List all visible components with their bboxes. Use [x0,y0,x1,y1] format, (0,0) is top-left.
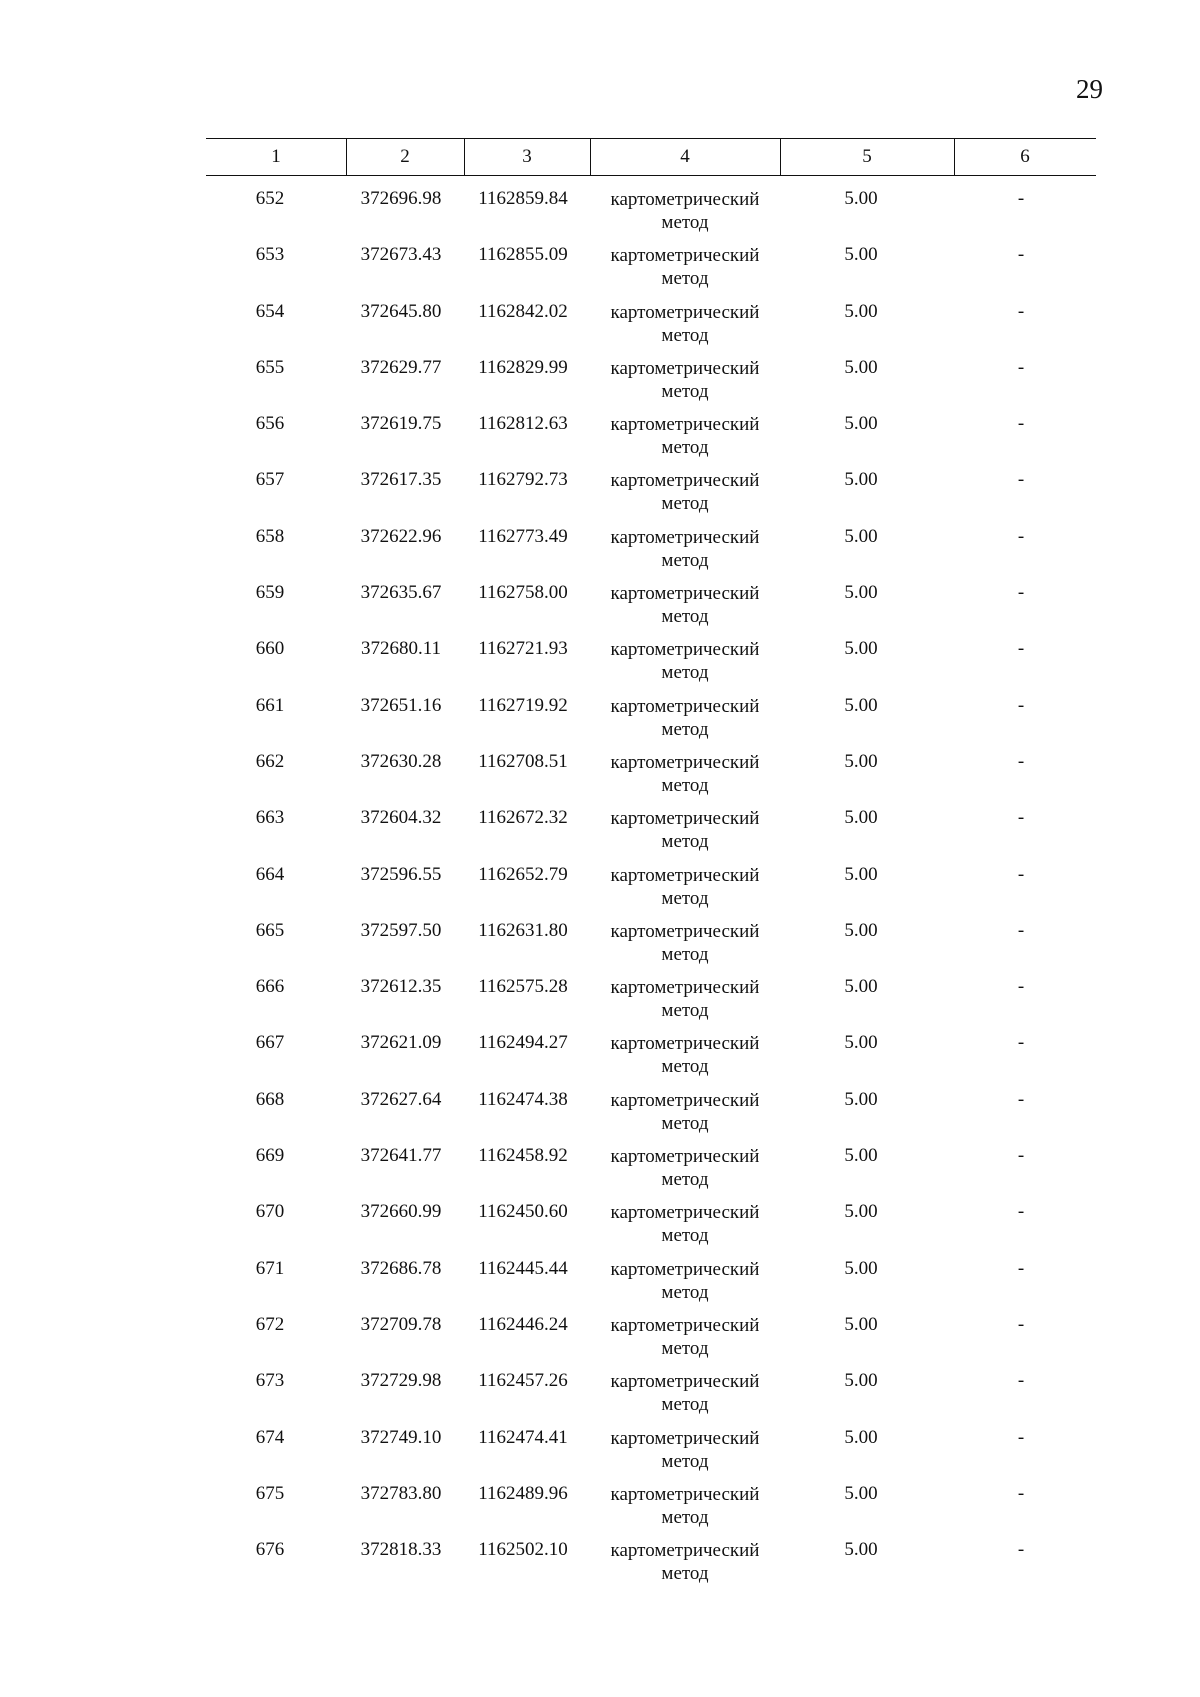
description-value: - [1017,1482,1025,1504]
method-cell [590,1483,780,1529]
header-col-4: 4 [680,146,690,167]
coordinate-x: 372617.35 [360,469,442,491]
method-cell [590,244,780,290]
coordinate-y: 1162773.49 [478,525,568,547]
coordinate-x: 372645.80 [360,300,442,322]
coordinate-y: 1162792.73 [478,469,568,491]
accuracy-value: 5.00 [844,1539,878,1561]
method-line-1: картометрический [610,695,760,717]
method-line-1: картометрический [610,1202,760,1224]
method-line-2: метод [661,1000,709,1022]
coordinate-x: 372612.35 [360,976,442,998]
method-line-2: метод [661,1394,709,1416]
point-number: 654 [255,300,285,322]
coordinate-y: 1162457.26 [478,1370,568,1392]
accuracy-value: 5.00 [844,582,878,604]
coordinate-x: 372619.75 [360,413,442,435]
description-value: - [1017,1032,1025,1054]
coordinate-x: 372635.67 [360,582,442,604]
point-number: 658 [255,525,285,547]
method-line-2: метод [661,831,709,853]
method-line-2: метод [661,212,709,233]
table-row [206,1370,1096,1426]
table-row [206,1201,1096,1257]
method-line-1: картометрический [610,189,760,210]
method-cell [590,751,780,797]
point-number: 661 [255,694,285,716]
accuracy-value: 5.00 [844,807,878,829]
point-number: 662 [255,750,285,772]
method-line-2: метод [661,493,709,515]
table-row [206,1539,1096,1595]
table-row [206,1314,1096,1370]
description-value: - [1017,1313,1025,1335]
method-line-1: картометрический [610,1371,760,1393]
table-row [206,1258,1096,1314]
method-cell [590,413,780,459]
coordinate-x: 372783.80 [360,1482,442,1504]
coordinate-x: 372630.28 [360,750,442,772]
method-cell [590,1089,780,1135]
coordinate-x: 372709.78 [360,1313,442,1335]
method-line-1: картометрический [610,751,760,773]
accuracy-value: 5.00 [844,413,878,435]
method-line-2: метод [661,606,709,628]
table-row [206,751,1096,807]
description-value: - [1017,807,1025,829]
coordinate-x: 372696.98 [360,188,442,209]
coordinate-y: 1162458.92 [478,1145,568,1167]
description-value: - [1017,1370,1025,1392]
header-col-1: 1 [271,146,281,167]
method-line-1: картометрический [610,1540,760,1562]
method-cell [590,188,780,234]
method-line-2: метод [661,943,709,965]
header-col-3: 3 [522,146,532,167]
coordinate-y: 1162489.96 [478,1482,568,1504]
header-col-5: 5 [862,146,872,167]
method-line-2: метод [661,380,709,402]
description-value: - [1017,750,1025,772]
method-line-1: картометрический [610,301,760,323]
method-line-1: картометрический [610,1089,760,1111]
method-line-1: картометрический [610,357,760,379]
method-line-2: метод [661,718,709,740]
description-value: - [1017,582,1025,604]
table-row [206,638,1096,694]
coordinate-y: 1162450.60 [478,1201,568,1223]
coordinate-y: 1162502.10 [478,1539,568,1561]
accuracy-value: 5.00 [844,525,878,547]
method-cell [590,526,780,572]
page-number: 29 [1076,74,1103,104]
accuracy-value: 5.00 [844,1426,878,1448]
description-value: - [1017,694,1025,716]
accuracy-value: 5.00 [844,750,878,772]
coordinate-x: 372629.77 [360,356,442,378]
description-value: - [1017,300,1025,322]
coordinate-y: 1162719.92 [478,694,568,716]
coordinate-x: 372729.98 [360,1370,442,1392]
method-cell [590,1258,780,1304]
method-line-2: метод [661,662,709,684]
description-value: - [1017,244,1025,266]
accuracy-value: 5.00 [844,1482,878,1504]
accuracy-value: 5.00 [844,694,878,716]
method-line-2: метод [661,774,709,796]
coordinate-x: 372641.77 [360,1145,442,1167]
method-line-2: метод [661,887,709,909]
point-number: 660 [255,638,285,660]
description-value: - [1017,1539,1025,1561]
description-value: - [1017,1145,1025,1167]
coordinate-x: 372651.16 [360,694,442,716]
point-number: 668 [255,1088,285,1110]
description-value: - [1017,919,1025,941]
coordinate-x: 372686.78 [360,1257,442,1279]
coordinate-y: 1162575.28 [478,976,568,998]
table-body [206,188,1096,1595]
method-cell [590,1032,780,1078]
coordinate-x: 372680.11 [360,638,442,660]
method-cell [590,582,780,628]
method-line-1: картометрический [610,245,760,267]
accuracy-value: 5.00 [844,863,878,885]
point-number: 659 [255,582,285,604]
coordinate-x: 372673.43 [360,244,442,266]
coordinate-y: 1162708.51 [478,750,568,772]
accuracy-value: 5.00 [844,919,878,941]
point-number: 676 [255,1539,285,1561]
point-number: 667 [255,1032,285,1054]
table-row [206,357,1096,413]
coordinate-x: 372621.09 [360,1032,442,1054]
coordinate-x: 372660.99 [360,1201,442,1223]
accuracy-value: 5.00 [844,1088,878,1110]
coordinates-table [206,138,1096,1585]
coordinate-x: 372622.96 [360,525,442,547]
point-number: 657 [255,469,285,491]
method-line-2: метод [661,1056,709,1078]
method-cell [590,301,780,347]
point-number: 666 [255,976,285,998]
method-cell [590,1370,780,1416]
method-line-1: картометрический [610,1146,760,1168]
coordinate-y: 1162631.80 [478,919,568,941]
method-line-1: картометрический [610,1314,760,1336]
description-value: - [1017,976,1025,998]
method-cell [590,976,780,1022]
accuracy-value: 5.00 [844,976,878,998]
coordinate-y: 1162842.02 [478,300,568,322]
method-cell [590,807,780,853]
point-number: 671 [255,1257,285,1279]
table-row [206,1145,1096,1201]
description-value: - [1017,1426,1025,1448]
description-value: - [1017,1257,1025,1279]
method-cell [590,1145,780,1191]
method-cell [590,469,780,515]
method-cell [590,1539,780,1585]
method-cell [590,1427,780,1473]
point-number: 665 [255,919,285,941]
table-row [206,695,1096,751]
coordinate-y: 1162829.99 [478,356,568,378]
header-col-6: 6 [1020,146,1030,167]
accuracy-value: 5.00 [844,188,878,209]
coordinate-y: 1162652.79 [478,863,568,885]
coordinate-y: 1162474.38 [478,1088,568,1110]
table-row [206,188,1096,244]
method-line-1: картометрический [610,470,760,492]
method-line-1: картометрический [610,1427,760,1449]
table-row [206,301,1096,357]
table-row [206,582,1096,638]
coordinate-y: 1162855.09 [478,244,568,266]
method-line-1: картометрический [610,1033,760,1055]
point-number: 656 [255,413,285,435]
method-line-2: метод [661,549,709,571]
point-number: 655 [255,356,285,378]
coordinate-x: 372627.64 [360,1088,442,1110]
table-row [206,1032,1096,1088]
method-line-1: картометрический [610,526,760,548]
table-row [206,1483,1096,1539]
coordinate-y: 1162494.27 [478,1032,568,1054]
method-line-2: метод [661,1337,709,1359]
coordinate-x: 372597.50 [360,919,442,941]
method-cell [590,1314,780,1360]
description-value: - [1017,356,1025,378]
method-line-1: картометрический [610,920,760,942]
coordinate-y: 1162721.93 [478,638,568,660]
method-line-2: метод [661,268,709,290]
method-cell [590,695,780,741]
coordinate-y: 1162474.41 [478,1426,568,1448]
description-value: - [1017,863,1025,885]
point-number: 670 [255,1201,285,1223]
accuracy-value: 5.00 [844,1257,878,1279]
accuracy-value: 5.00 [844,1145,878,1167]
method-line-2: метод [661,1563,709,1585]
coordinate-y: 1162812.63 [478,413,568,435]
accuracy-value: 5.00 [844,356,878,378]
table-row [206,469,1096,525]
coordinate-y: 1162859.84 [478,188,568,209]
accuracy-value: 5.00 [844,638,878,660]
description-value: - [1017,525,1025,547]
accuracy-value: 5.00 [844,1370,878,1392]
table-row [206,864,1096,920]
method-line-2: метод [661,437,709,459]
table-row [206,244,1096,300]
coordinate-y: 1162445.44 [478,1257,568,1279]
table-row [206,1089,1096,1145]
accuracy-value: 5.00 [844,469,878,491]
table-row [206,920,1096,976]
table-row [206,526,1096,582]
method-line-1: картометрический [610,977,760,999]
accuracy-value: 5.00 [844,1032,878,1054]
method-line-2: метод [661,1281,709,1303]
method-line-1: картометрический [610,808,760,830]
method-line-2: метод [661,1112,709,1134]
method-cell [590,864,780,910]
point-number: 674 [255,1426,285,1448]
method-cell [590,638,780,684]
description-value: - [1017,1201,1025,1223]
method-line-1: картометрический [610,1258,760,1280]
method-line-1: картометрический [610,1483,760,1505]
table-header [206,138,1096,176]
description-value: - [1017,1088,1025,1110]
table-row [206,976,1096,1032]
method-line-2: метод [661,1169,709,1191]
coordinate-x: 372604.32 [360,807,442,829]
method-line-2: метод [661,1225,709,1247]
method-line-1: картометрический [610,639,760,661]
method-line-2: метод [661,1450,709,1472]
method-line-2: метод [661,324,709,346]
point-number: 652 [255,188,285,209]
accuracy-value: 5.00 [844,300,878,322]
accuracy-value: 5.00 [844,1201,878,1223]
coordinate-y: 1162758.00 [478,582,568,604]
method-line-2: метод [661,1506,709,1528]
point-number: 673 [255,1370,285,1392]
table-row [206,413,1096,469]
point-number: 669 [255,1145,285,1167]
point-number: 664 [255,863,285,885]
point-number: 672 [255,1313,285,1335]
coordinate-y: 1162672.32 [478,807,568,829]
point-number: 663 [255,807,285,829]
accuracy-value: 5.00 [844,1313,878,1335]
method-cell [590,357,780,403]
description-value: - [1017,188,1025,209]
accuracy-value: 5.00 [844,244,878,266]
method-line-1: картометрический [610,583,760,605]
point-number: 675 [255,1482,285,1504]
coordinate-x: 372818.33 [360,1539,442,1561]
coordinate-x: 372749.10 [360,1426,442,1448]
point-number: 653 [255,244,285,266]
method-line-1: картометрический [610,864,760,886]
description-value: - [1017,469,1025,491]
table-row [206,1427,1096,1483]
coordinate-y: 1162446.24 [478,1313,568,1335]
description-value: - [1017,413,1025,435]
header-col-2: 2 [400,146,410,167]
coordinate-x: 372596.55 [360,863,442,885]
method-line-1: картометрический [610,414,760,436]
description-value: - [1017,638,1025,660]
method-cell [590,920,780,966]
method-cell [590,1201,780,1247]
table-row [206,807,1096,863]
